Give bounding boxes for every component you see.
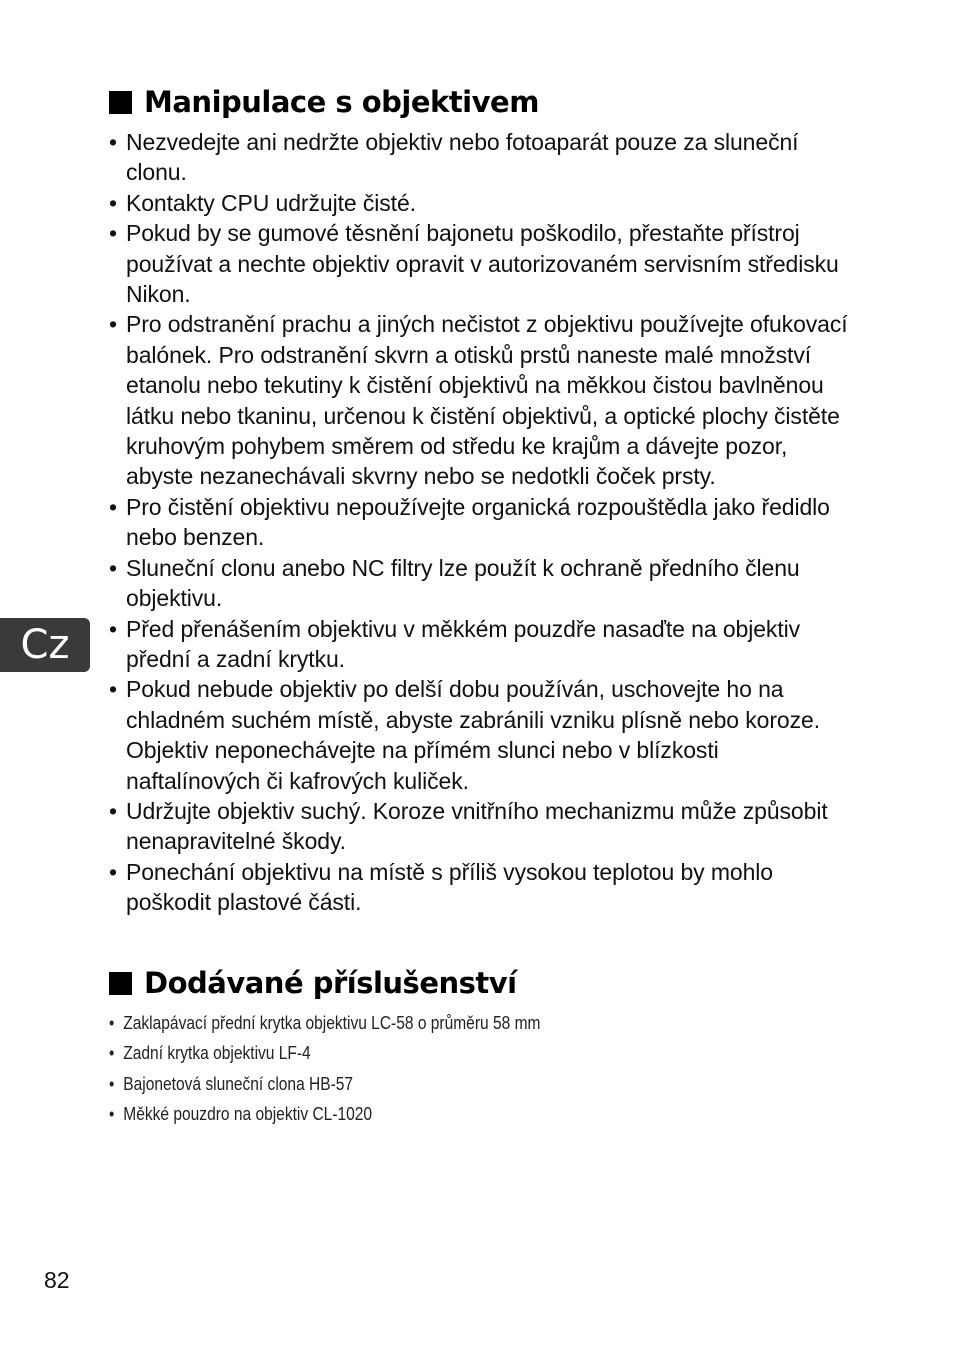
list-item: [109, 614, 849, 675]
list-item: [109, 309, 849, 491]
list-item: [109, 674, 849, 796]
list-item-text: Pokud by se gumové těsnění bajonetu poškodilo, přestaňte přístroj používat a nechte objektiv opravit v autorizovaném servisním středisku Nikon.: [126, 220, 839, 308]
section-lens-handling: [109, 84, 849, 918]
list-item: [109, 218, 849, 309]
list-item-text: Měkké pouzdro na objektiv CL-1020: [123, 1103, 373, 1125]
list-item-text: Nezvedejte ani nedržte objektiv nebo fotoaparát pouze za sluneční clonu.: [126, 129, 799, 186]
handling-bullet-list: [109, 127, 849, 918]
bullet-icon: •: [109, 311, 117, 338]
bullet-icon: •: [109, 1073, 115, 1094]
bullet-icon: •: [109, 858, 117, 885]
list-item: [109, 553, 849, 614]
language-tab: Cz: [0, 618, 90, 672]
list-item-text: Bajonetová sluneční clona HB-57: [123, 1072, 354, 1094]
heading-square-icon: [109, 91, 132, 114]
bullet-icon: •: [109, 1104, 115, 1125]
list-item: [109, 1069, 731, 1099]
bullet-icon: •: [109, 676, 117, 703]
list-item-text: Sluneční clonu anebo NC filtry lze použít k ochraně předního členu objektivu.: [126, 554, 800, 612]
list-item: [109, 1099, 731, 1129]
section-heading-text: Manipulace s objektivem: [144, 85, 539, 119]
bullet-icon: •: [109, 220, 117, 247]
heading-square-icon: [109, 972, 132, 995]
section-heading: [109, 965, 849, 1001]
list-item: [109, 857, 849, 918]
bullet-icon: •: [109, 189, 117, 216]
list-item-text: Pro odstranění prachu a jiných nečistot z objektivu používejte ofukovací balónek. Pro odstranění skvrn a otisků prstů naneste malé množství etanolu nebo tekutiny k čistění objektivů na měkkou čistou bavlněnou látku nebo tkaninu, určenou k čistění objektivů, a optické plochy čistěte kruhovým pohybem směrem od středu ke krajům a dávejte pozor, abyste nezanechávali skvrny nebo se nedotkli čoček prsty.: [126, 311, 848, 490]
list-item-text: Pro čistění objektivu nepoužívejte organická rozpouštědla jako ředidlo nebo benzen.: [126, 493, 830, 551]
list-item-text: Ponechání objektivu na místě s příliš vysokou teplotou by mohlo poškodit plastové části.: [126, 858, 773, 916]
list-item: [109, 127, 849, 188]
page-number: 82: [44, 1267, 70, 1293]
list-item-text: Před přenášením objektivu v měkkém pouzdře nasaďte na objektiv přední a zadní krytku.: [126, 615, 801, 672]
bullet-icon: •: [109, 1013, 115, 1033]
list-item: [109, 492, 849, 553]
bullet-icon: •: [109, 493, 117, 520]
list-item: [109, 1038, 731, 1068]
list-item-text: Zaklapávací přední krytka objektivu LC-58 o průměru 58 mm: [123, 1012, 541, 1033]
bullet-icon: •: [109, 797, 117, 824]
list-item-text: Pokud nebude objektiv po delší dobu používán, uschovejte ho na chladném suchém místě, abyste zabránili vzniku plísně nebo koroze. Objektiv neponechávejte na přímém slunci nebo v blízkosti naftalínových či kafrových kuliček.: [126, 676, 820, 794]
list-item-text: Zadní krytka objektivu LF-4: [123, 1042, 311, 1064]
bullet-icon: •: [109, 615, 117, 642]
list-item: [109, 188, 849, 218]
list-item-text: Kontakty CPU udržujte čisté.: [126, 189, 416, 216]
accessories-bullet-list: [109, 1008, 731, 1130]
list-item: [109, 796, 849, 857]
section-heading: [109, 84, 849, 120]
section-heading-text: Dodávané příslušenství: [144, 966, 517, 1000]
section-supplied-accessories: [109, 965, 849, 1130]
bullet-icon: •: [109, 1043, 115, 1064]
bullet-icon: •: [109, 554, 117, 581]
bullet-icon: •: [109, 129, 117, 155]
list-item-text: Udržujte objektiv suchý. Koroze vnitřního mechanizmu může způsobit nenapravitelné škody.: [126, 797, 828, 855]
list-item: [109, 1008, 731, 1038]
